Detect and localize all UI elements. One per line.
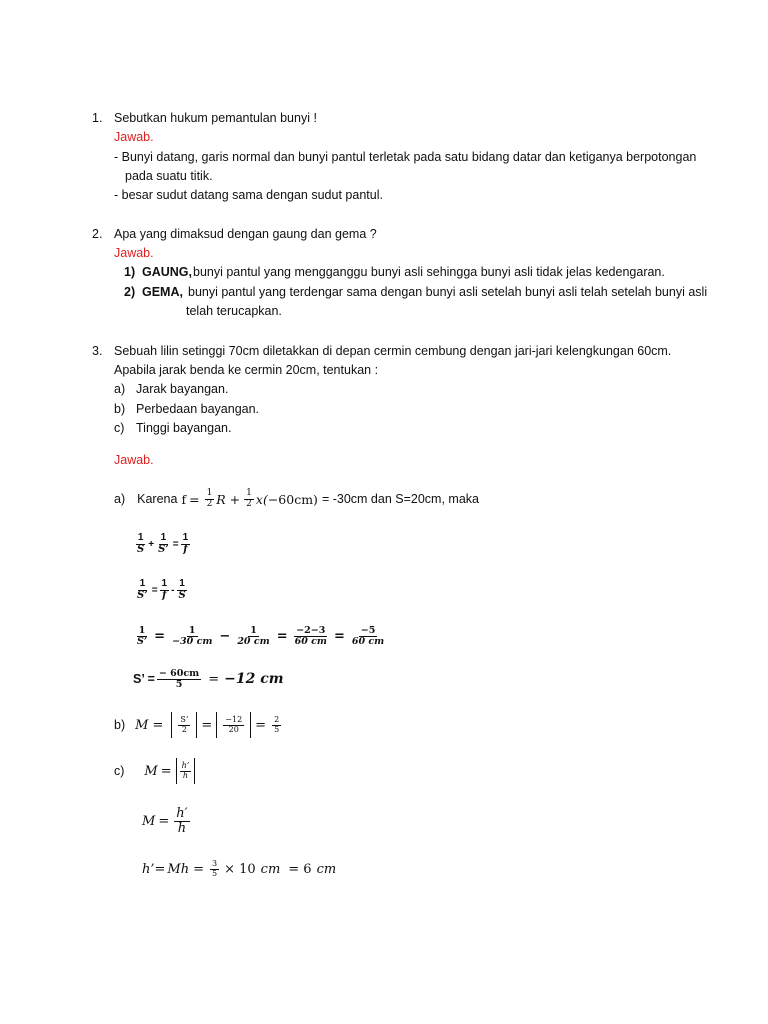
minus: -: [171, 584, 175, 596]
q1-question: Sebutkan hukum pemantulan bunyi !: [114, 111, 317, 125]
eq: =: [208, 671, 220, 687]
eq: =: [152, 717, 164, 733]
eq: =: [160, 763, 172, 779]
solution-a-x: x(: [255, 491, 268, 507]
M: M: [142, 813, 156, 829]
n: 1: [160, 532, 167, 543]
n: h’: [181, 761, 190, 771]
n: S’: [180, 715, 189, 725]
d: 5: [274, 724, 280, 734]
d: h: [182, 770, 189, 780]
n: 1: [182, 532, 189, 543]
eq: =: [154, 628, 166, 644]
rearranged-formula-line: [133, 576, 190, 604]
solution-a-R: R +: [216, 491, 241, 507]
eq: =: [172, 538, 179, 550]
s-prime-result: −12 cm: [224, 671, 284, 687]
abs-bar: [250, 712, 251, 738]
n: 1: [179, 578, 185, 589]
d: 5: [175, 678, 183, 690]
d: S: [178, 589, 186, 601]
d: 20 cm: [237, 635, 270, 647]
frac-1-over-f: [181, 533, 191, 555]
frac-1-over-s-2: [176, 579, 187, 601]
d: 5: [212, 868, 218, 878]
abs-bar: [216, 712, 217, 738]
q3-a-text: Jarak bayangan.: [136, 382, 229, 396]
frac-l4: [157, 669, 201, 690]
substitution-line: [133, 621, 388, 651]
eq: =: [151, 584, 158, 596]
frac-l3-5: [350, 626, 386, 647]
d: S: [137, 543, 145, 555]
M: M: [144, 763, 158, 779]
solution-c-line: [114, 756, 196, 786]
n: −2−3: [296, 624, 326, 636]
d: 60 cm: [351, 635, 385, 647]
frac-b1: [178, 716, 190, 734]
d: S’: [137, 589, 148, 601]
n: −12: [225, 715, 243, 725]
solution-a-karena: Karena: [137, 492, 178, 506]
eq: =: [276, 628, 288, 644]
q2-item1-text: bunyi pantul yang mengganggu bunyi asli sehingga bunyi asli tidak jelas kedengaran.: [193, 265, 665, 279]
eq: =: [201, 717, 213, 733]
q2-item2-continued: telah terucapkan.: [186, 304, 282, 318]
n: −5: [360, 624, 376, 636]
solution-a-label: a): [114, 492, 126, 506]
n: − 60cm: [158, 667, 200, 679]
q3-c-text: Tinggi bayangan.: [136, 421, 232, 435]
d: S’: [137, 635, 148, 647]
q2-item1-number: 1): [124, 265, 136, 279]
q3-b-text: Perbedaan bayangan.: [136, 402, 260, 416]
lens-formula-line: [133, 530, 192, 558]
Mh: Mh: [167, 861, 190, 877]
abs-bar: [176, 758, 177, 784]
eq: =: [193, 861, 204, 877]
times-10: × 10: [224, 861, 256, 877]
frac-l3-1: [135, 626, 149, 647]
magnification-line: [142, 800, 192, 842]
solution-c-label: c): [114, 764, 125, 778]
n: 2: [274, 715, 280, 725]
solution-a-f: f: [181, 491, 187, 507]
frac-b2: [223, 716, 244, 734]
frac-1-over-s-prime-2: [135, 579, 150, 601]
s-prime-result-line: [133, 664, 284, 694]
eq-6: = 6: [288, 861, 312, 877]
d: 60 cm: [294, 635, 327, 647]
solution-a-half-frac2: [244, 489, 254, 509]
frac-l3-4: [293, 626, 329, 647]
q3-line1: Sebuah lilin setinggi 70cm diletakkan di depan cermin cembung dengan jari-jari kelengkungan 60cm.: [114, 344, 672, 358]
n: 1: [139, 578, 146, 589]
solution-b-label: b): [114, 718, 126, 732]
q1-answer-line1: - Bunyi datang, garis normal dan bunyi pantul terletak pada satu bidang datar dan ketiganya berpotongan: [114, 150, 697, 164]
q2-question: Apa yang dimaksud dengan gaung dan gema ?: [114, 227, 377, 241]
d: S’: [158, 543, 169, 555]
d: h: [177, 820, 187, 836]
q1-number: 1.: [92, 111, 103, 125]
abs-bar: [171, 712, 172, 738]
h-prime-label: h’=: [142, 861, 166, 877]
frac-l3-2: [170, 626, 214, 647]
frac-b3: [272, 716, 281, 734]
q2-item2-term: GEMA,: [142, 285, 183, 299]
q3-a-label: a): [114, 382, 126, 396]
n: 1: [138, 624, 146, 636]
q3-number: 3.: [92, 344, 103, 358]
eq: =: [255, 717, 267, 733]
abs-bar: [194, 758, 195, 784]
d: f: [162, 589, 167, 601]
n: 3: [212, 859, 218, 869]
abs-bar: [196, 712, 197, 738]
frac-1-over-f-2: [160, 579, 170, 601]
minus: −: [219, 628, 231, 644]
d: −30 cm: [172, 635, 213, 647]
d: 20: [228, 724, 239, 734]
plus: +: [148, 538, 155, 550]
frac-l3-3: [235, 626, 271, 647]
M: M: [135, 717, 149, 733]
d: f: [183, 543, 188, 555]
q2-jawab: Jawab.: [114, 246, 154, 260]
solution-a-half-frac: [205, 489, 215, 509]
n: h′: [176, 805, 188, 821]
q2-item2-number: 2): [124, 285, 136, 299]
q3-b-label: b): [114, 402, 126, 416]
q3-jawab: Jawab.: [114, 453, 154, 467]
frac-c2: [174, 807, 189, 835]
solution-b-line: [114, 709, 283, 741]
solution-a-eq: =: [189, 491, 200, 507]
q3-line2: Apabila jarak benda ke cermin 20cm, tentukan :: [114, 363, 379, 377]
height-result-line: [142, 854, 336, 884]
half-den: 2: [206, 498, 213, 509]
s-prime-label: S’ =: [133, 672, 155, 686]
q2-number: 2.: [92, 227, 103, 241]
solution-a-rest: = -30cm dan S=20cm, maka: [321, 492, 479, 506]
n: 1: [161, 578, 168, 589]
d: 2: [181, 724, 187, 734]
cm-unit: cm: [316, 861, 337, 877]
n: 1: [188, 624, 196, 636]
solution-a-line: [114, 486, 479, 512]
half-num: 1: [206, 488, 213, 499]
frac-1-over-s: [135, 533, 146, 555]
q1-answer-line3: - besar sudut datang sama dengan sudut pantul.: [114, 188, 383, 202]
n: 1: [250, 624, 257, 636]
frac-c3: [210, 860, 219, 878]
q1-jawab: Jawab.: [114, 130, 154, 144]
q3-c-label: c): [114, 421, 125, 435]
half2-num: 1: [246, 488, 252, 499]
eq: =: [333, 628, 345, 644]
cm-unit: cm: [260, 861, 281, 877]
q2-item1-term: GAUNG,: [142, 265, 192, 279]
eq: =: [158, 813, 170, 829]
n: 1: [137, 532, 144, 543]
frac-1-over-s-prime: [156, 533, 171, 555]
q2-item2-text: bunyi pantul yang terdengar sama dengan bunyi asli setelah bunyi asli telah setelah bunyi asli: [188, 285, 708, 299]
frac-c1: [180, 762, 192, 780]
solution-a-minus60: −60cm): [267, 491, 318, 507]
half2-den: 2: [246, 498, 252, 509]
q1-answer-line2: pada suatu titik.: [125, 169, 213, 183]
